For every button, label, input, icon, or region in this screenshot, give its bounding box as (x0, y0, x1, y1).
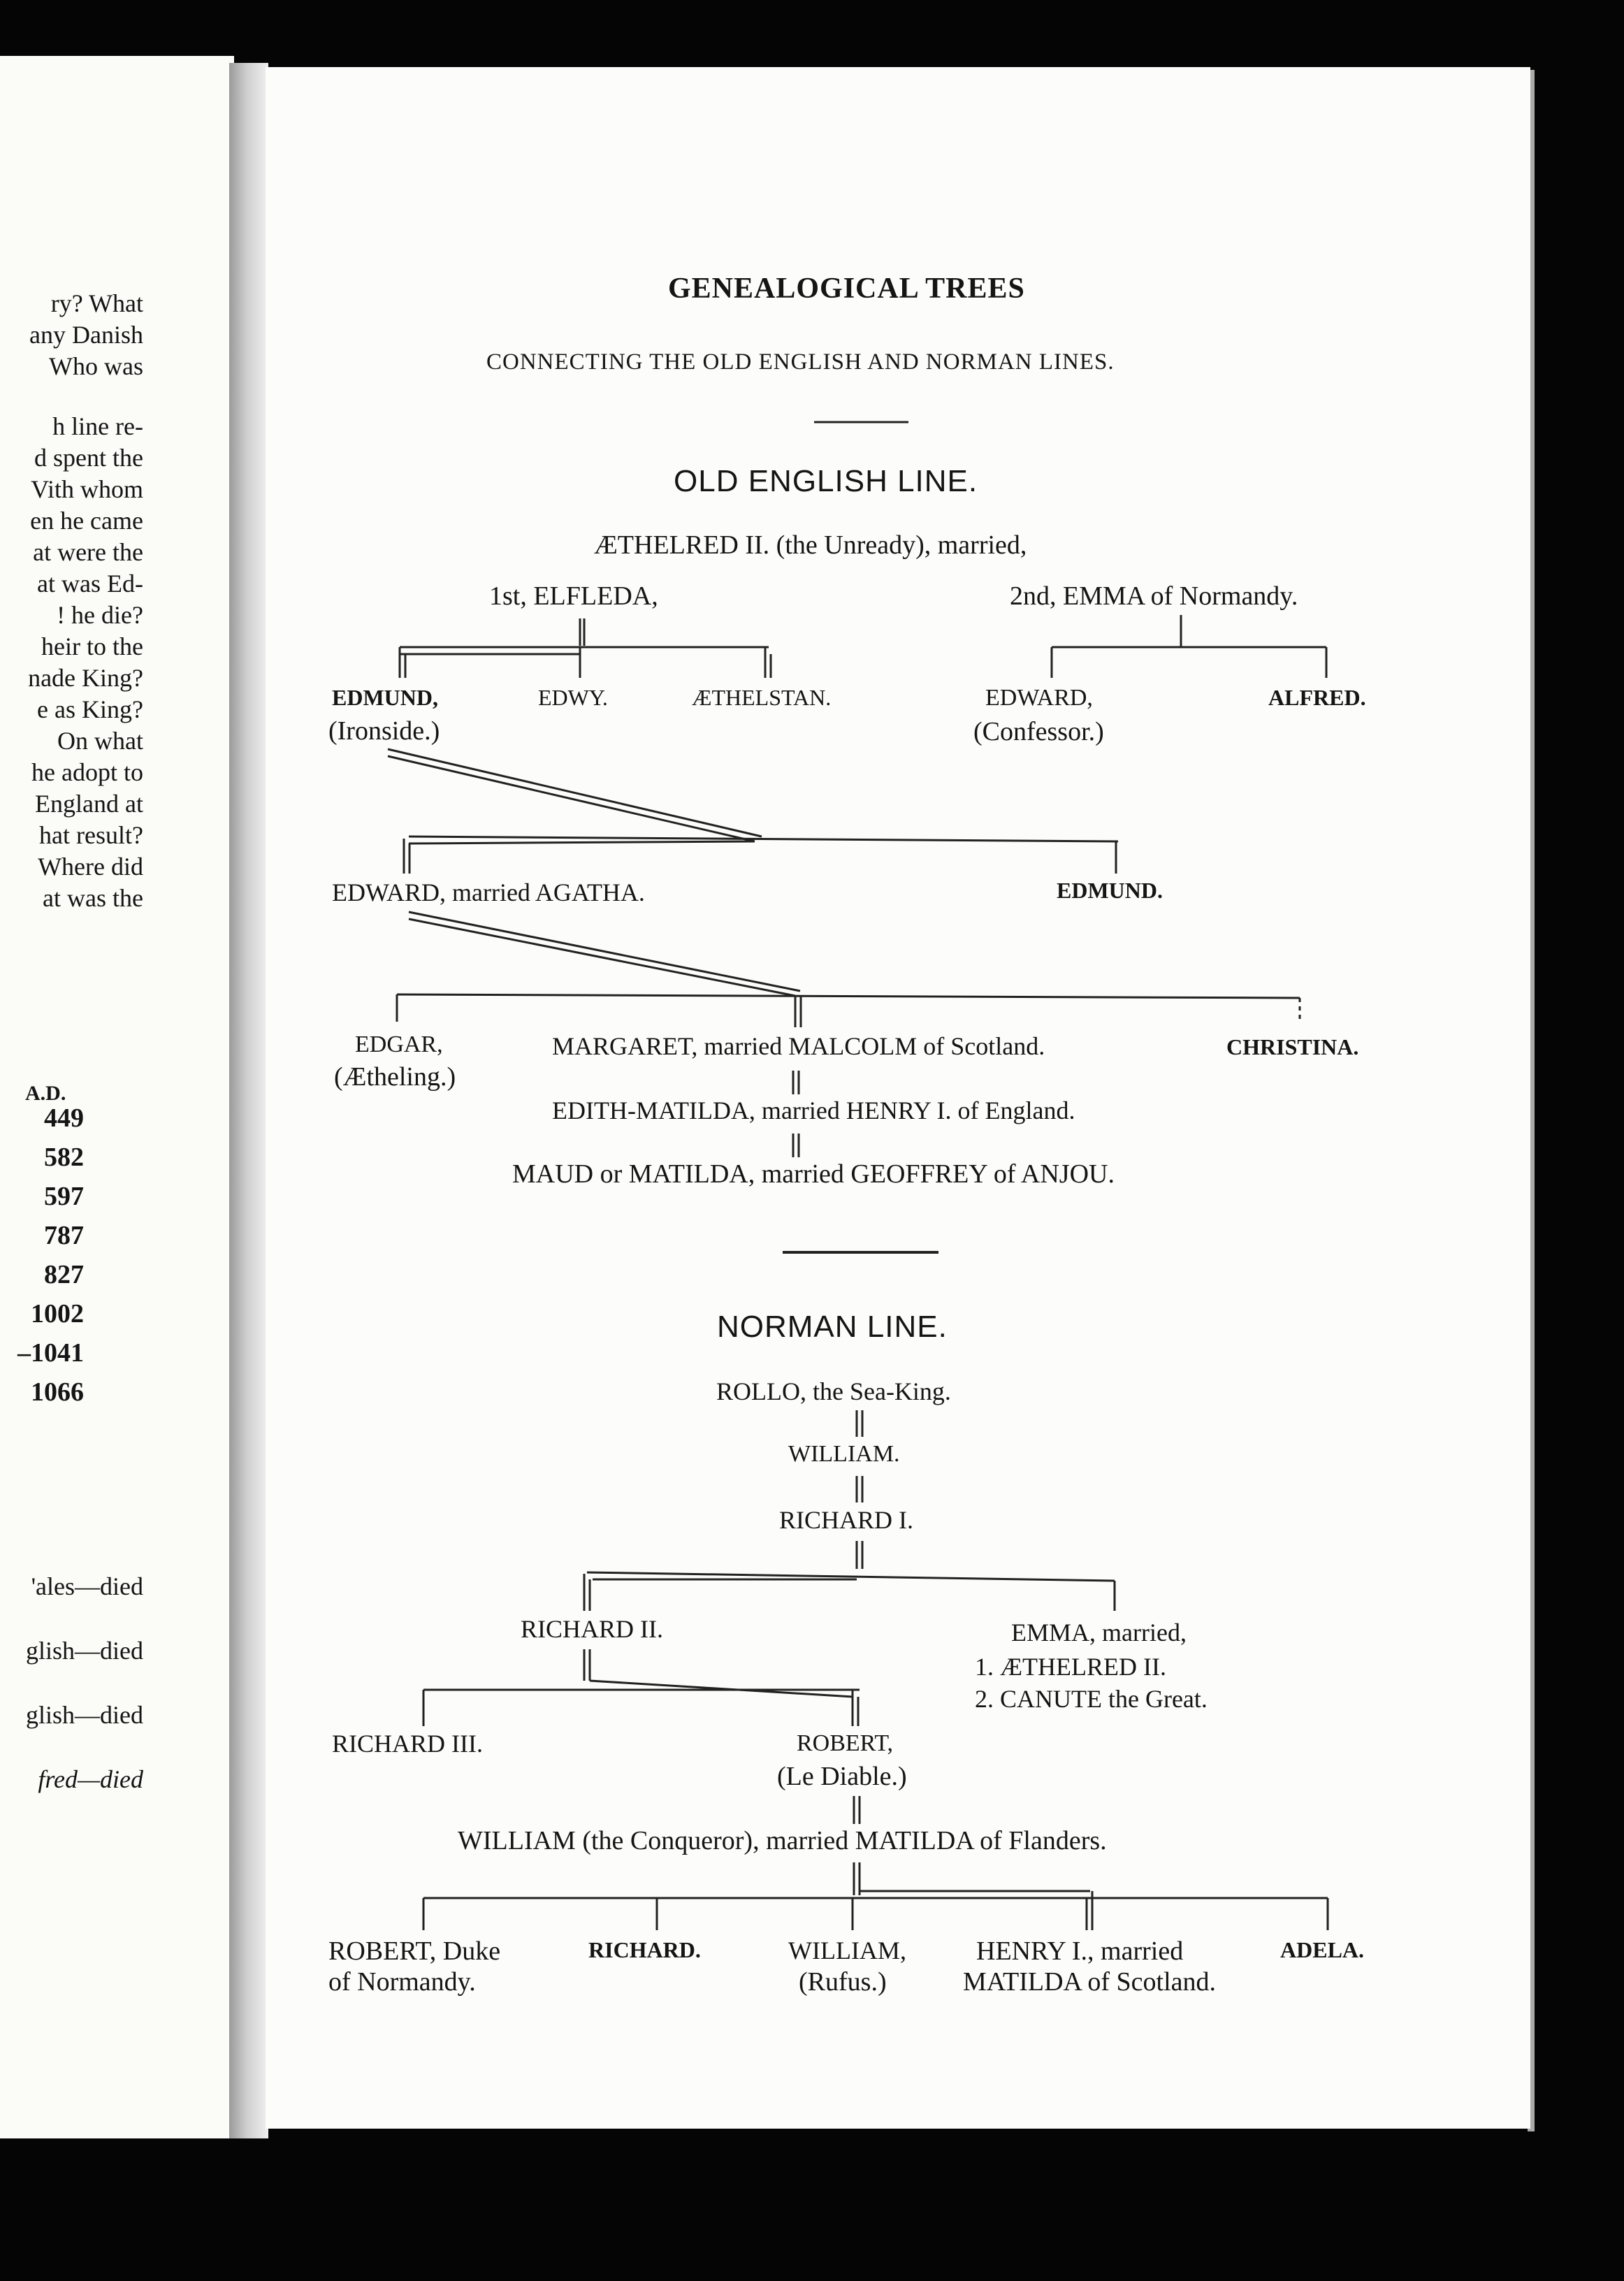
date-value: 582 (44, 1143, 84, 1172)
person-william-rufus: WILLIAM, (788, 1936, 906, 1964)
person-adela: ADELA. (1280, 1937, 1365, 1962)
left-page-line: glish—died (26, 1701, 143, 1729)
date-value: 787 (44, 1221, 84, 1250)
left-page-line: England at (35, 790, 143, 818)
person-emma-spouse: 1. ÆTHELRED II. (975, 1653, 1166, 1681)
person-richard-iii: RICHARD III. (332, 1730, 483, 1758)
person-william-conqueror: WILLIAM (the Conqueror), married MATILDA of Flanders. (458, 1826, 1107, 1855)
person-henry-i: HENRY I., married (976, 1936, 1184, 1966)
left-page-line: at was the (43, 884, 143, 912)
person-elfleda: 1st, ELFLEDA, (489, 581, 658, 611)
person-alfred: ALFRED. (1268, 685, 1366, 710)
left-page-line: e as King? (37, 695, 143, 723)
left-page-line: heir to the (41, 632, 143, 660)
left-page-line: h line re- (52, 412, 143, 440)
left-page-line: at were the (33, 538, 143, 566)
person-richard-ii: RICHARD II. (521, 1615, 663, 1643)
person-emma-normandy: 2nd, EMMA of Normandy. (1010, 581, 1298, 611)
left-page-line: ! he die? (57, 601, 143, 629)
person-rollo: ROLLO, the Sea-King. (716, 1377, 951, 1405)
left-page-line: en he came (30, 507, 143, 535)
date-value: 1066 (31, 1377, 84, 1407)
person-margaret: MARGARET, married MALCOLM of Scotland. (552, 1032, 1045, 1060)
person-note: (Ætheling.) (334, 1062, 456, 1092)
person-aethelred: ÆTHELRED II. (the Unready), married, (594, 530, 1027, 560)
person-richard: RICHARD. (588, 1937, 701, 1962)
date-value: 449 (44, 1103, 84, 1133)
person-edmund: EDMUND. (1057, 878, 1163, 903)
person-christina: CHRISTINA. (1226, 1034, 1359, 1059)
date-value: 1002 (31, 1299, 84, 1328)
left-page-line: fred—died (38, 1765, 143, 1793)
left-page-line: ry? What (50, 289, 143, 317)
date-value: 827 (44, 1260, 84, 1289)
left-page-line: d spent the (34, 444, 143, 472)
date-header: A.D. (25, 1082, 66, 1105)
left-page-line: 'ales—died (31, 1572, 143, 1600)
person-william: WILLIAM. (788, 1441, 900, 1467)
date-value: 597 (44, 1182, 84, 1211)
person-edwy: EDWY. (538, 685, 608, 710)
left-page-line: any Danish (29, 321, 143, 349)
connector (388, 749, 762, 837)
page-heading: GENEALOGICAL TREES (668, 273, 1025, 305)
connector (388, 756, 755, 841)
person-note: MATILDA of Scotland. (963, 1967, 1217, 1997)
left-page-line: glish—died (26, 1637, 143, 1665)
person-edith-matilda: EDITH-MATILDA, married HENRY I. of England. (552, 1096, 1075, 1124)
person-emma-spouse: 2. CANUTE the Great. (975, 1685, 1208, 1713)
section-title-norman: NORMAN LINE. (717, 1310, 948, 1344)
person-note: (Le Diable.) (777, 1762, 907, 1791)
date-value: –1041 (17, 1338, 84, 1368)
connector (409, 841, 755, 843)
person-edward-confessor: EDWARD, (985, 685, 1093, 711)
person-emma: EMMA, married, (1011, 1619, 1187, 1646)
person-note: (Rufus.) (799, 1967, 887, 1997)
person-note: (Confessor.) (973, 717, 1104, 746)
person-robert-duke: ROBERT, Duke (328, 1936, 501, 1966)
connector (409, 919, 795, 996)
left-page-line: On what (57, 727, 143, 755)
person-edgar: EDGAR, (355, 1031, 443, 1057)
person-aethelstan: ÆTHELSTAN. (692, 685, 832, 710)
person-note: of Normandy. (328, 1967, 476, 1997)
left-page-line: Who was (49, 352, 143, 380)
person-edmund-ironside: EDMUND, (332, 685, 438, 710)
connector (409, 837, 1118, 841)
left-page-line: Where did (38, 853, 143, 881)
person-edward-agatha: EDWARD, married AGATHA. (332, 878, 645, 906)
left-page-line: Vith whom (31, 475, 143, 503)
connector (409, 912, 800, 991)
left-page-line: hat result? (39, 821, 143, 849)
left-page-line: he adopt to (31, 758, 143, 786)
person-robert-le-diable: ROBERT, (797, 1730, 894, 1756)
section-title-old-english: OLD ENGLISH LINE. (674, 464, 978, 498)
person-richard-i: RICHARD I. (779, 1506, 914, 1534)
connector (397, 994, 1300, 998)
person-note: (Ironside.) (328, 716, 440, 746)
page-subheading: CONNECTING THE OLD ENGLISH AND NORMAN LINES. (486, 349, 1115, 375)
left-page-line: at was Ed- (37, 570, 143, 598)
person-maud: MAUD or MATILDA, married GEOFFREY of ANJOU. (512, 1159, 1115, 1189)
left-page-line: nade King? (28, 664, 143, 692)
